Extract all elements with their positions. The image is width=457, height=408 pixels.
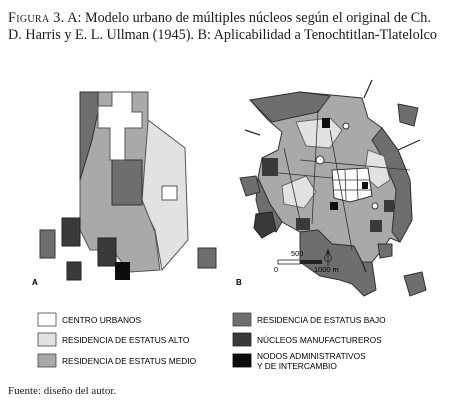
a-zone-low-status-4 bbox=[198, 248, 216, 268]
legend-label-admin-line1: NODOS ADMINISTRATIVOS bbox=[257, 351, 366, 361]
a-urban-subcenter bbox=[162, 186, 177, 200]
a-zone-low-status-3 bbox=[40, 230, 55, 258]
legend-label-low: RESIDENCIA DE ESTATUS BAJO bbox=[257, 315, 386, 325]
b-islet-4 bbox=[404, 272, 426, 296]
figure-caption-text: A: Modelo urbano de múltiples núcleos según el original de Ch. D. Harris y E. L. Ullman (1945). B: Aplicabilidad a Tenochtitlan-Tlatelolco bbox=[8, 10, 437, 43]
b-islet-3 bbox=[398, 104, 418, 126]
panel-b-tenochtitlan bbox=[240, 80, 426, 296]
b-admin-node-3 bbox=[362, 182, 368, 189]
b-admin-node-1 bbox=[322, 118, 330, 128]
legend-swatch-high bbox=[38, 333, 56, 346]
b-plaza-2 bbox=[372, 203, 378, 209]
a-manufacturing-2 bbox=[67, 262, 81, 280]
a-zone-low-status-2 bbox=[112, 160, 142, 205]
legend-label-medium: RESIDENCIA DE ESTATUS MEDIO bbox=[62, 356, 197, 366]
legend-label-center: CENTRO URBANOS bbox=[62, 315, 142, 325]
scale-mid: 500 bbox=[291, 249, 304, 258]
b-islet-1 bbox=[240, 176, 260, 196]
b-manufacturing-1 bbox=[262, 158, 278, 176]
a-manufacturing-1 bbox=[62, 218, 80, 246]
legend-swatch-manufacturing bbox=[233, 333, 251, 346]
legend-swatch-center bbox=[38, 313, 56, 326]
panel-a-model bbox=[40, 92, 216, 280]
b-manufacturing-3 bbox=[370, 220, 382, 232]
legend-swatch-medium bbox=[38, 354, 56, 367]
legend-swatch-admin bbox=[233, 354, 251, 367]
scale-end: 1000 m bbox=[314, 265, 339, 274]
figure-source: Fuente: diseño del autor. bbox=[8, 385, 117, 397]
panel-b-label: B bbox=[236, 278, 242, 287]
b-admin-node-2 bbox=[330, 202, 338, 210]
b-islet-5 bbox=[378, 244, 392, 258]
b-manufacturing-2 bbox=[296, 218, 310, 230]
panel-a-label: A bbox=[32, 278, 38, 287]
figure-label: Figura 3. bbox=[8, 10, 65, 26]
legend bbox=[38, 313, 386, 371]
b-plaza-3 bbox=[343, 123, 349, 129]
legend-label-admin-line2: Y DE INTERCAMBIO bbox=[257, 361, 337, 371]
b-plaza-1 bbox=[316, 156, 324, 164]
b-manufacturing-4 bbox=[384, 200, 394, 212]
b-islet-2 bbox=[254, 212, 276, 238]
a-admin-node bbox=[115, 262, 130, 280]
legend-swatch-low bbox=[233, 313, 251, 326]
legend-label-manufacturing: NÚCLEOS MANUFACTUREROS bbox=[257, 335, 382, 345]
legend-label-high: RESIDENCIA DE ESTATUS ALTO bbox=[62, 335, 190, 345]
scale-zero: 0 bbox=[274, 265, 279, 274]
a-manufacturing-3 bbox=[98, 238, 116, 266]
